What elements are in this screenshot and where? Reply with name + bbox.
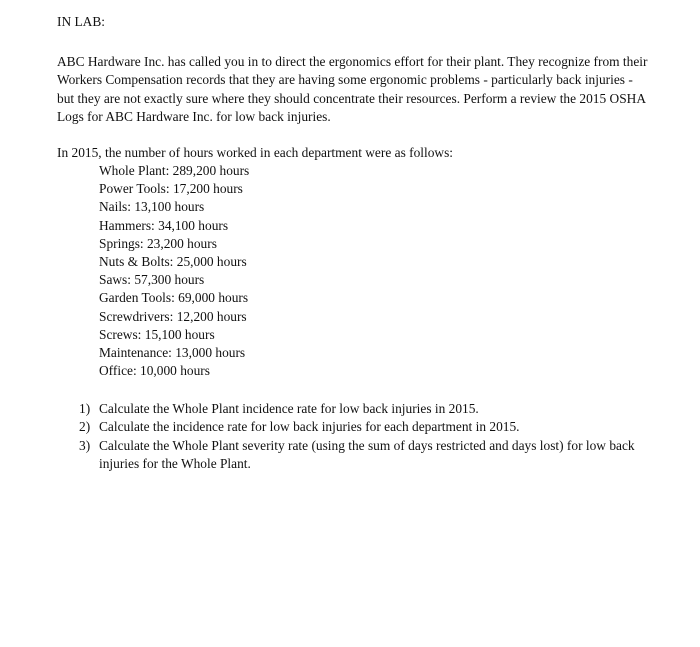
lab-heading: IN LAB: [57,14,105,29]
hours-item-springs: Springs: 23,200 hours [99,235,217,251]
hours-item-hammers: Hammers: 34,100 hours [99,217,229,233]
question-number: 1) [79,401,91,416]
intro-paragraph: ABC Hardware Inc. has called you in to direct the ergonomics effort for their plant. They recognize from their Workers Compensation records that they are having some ergonomic problems - particularly back injuries - but they are not exactly sure where they should concentrate their resources. Perform a review the 2015 OSHA Logs for ABC Hardware Inc. for low back injuries. [57,54,648,125]
hours-item-office: Office: 10,000 hours [99,363,210,379]
hours-item-maintenance: Maintenance: 13,000 hours [99,344,246,360]
question-number: 2) [79,419,91,435]
hours-item-nails: Nails: 13,100 hours [99,199,205,215]
question-text: Calculate the Whole Plant severity rate (using the sum of days restricted and days lost) for low back injuries for the Whole Plant. [99,437,635,472]
department-hours-list [99,162,249,380]
question-list [57,400,637,474]
question-number: 3) [79,437,91,453]
question-item [57,400,637,418]
hours-item-garden-tools: Garden Tools: 69,000 hours [99,290,249,306]
hours-intro-text: In 2015, the number of hours worked in each department were as follows: [57,145,454,160]
hours-item-power-tools: Power Tools: 17,200 hours [99,181,243,197]
question-item [57,437,637,474]
hours-item-screwdrivers: Screwdrivers: 12,200 hours [99,308,247,324]
question-text: Calculate the Whole Plant incidence rate for low back injuries in 2015. [99,401,479,416]
hours-item-whole-plant: Whole Plant: 289,200 hours [99,163,250,178]
question-text: Calculate the incidence rate for low back injuries for each department in 2015. [99,419,520,435]
hours-item-screws: Screws: 15,100 hours [99,326,215,342]
hours-item-saws: Saws: 57,300 hours [99,272,205,288]
question-item [57,418,637,436]
hours-item-nuts-bolts: Nuts & Bolts: 25,000 hours [99,253,247,269]
